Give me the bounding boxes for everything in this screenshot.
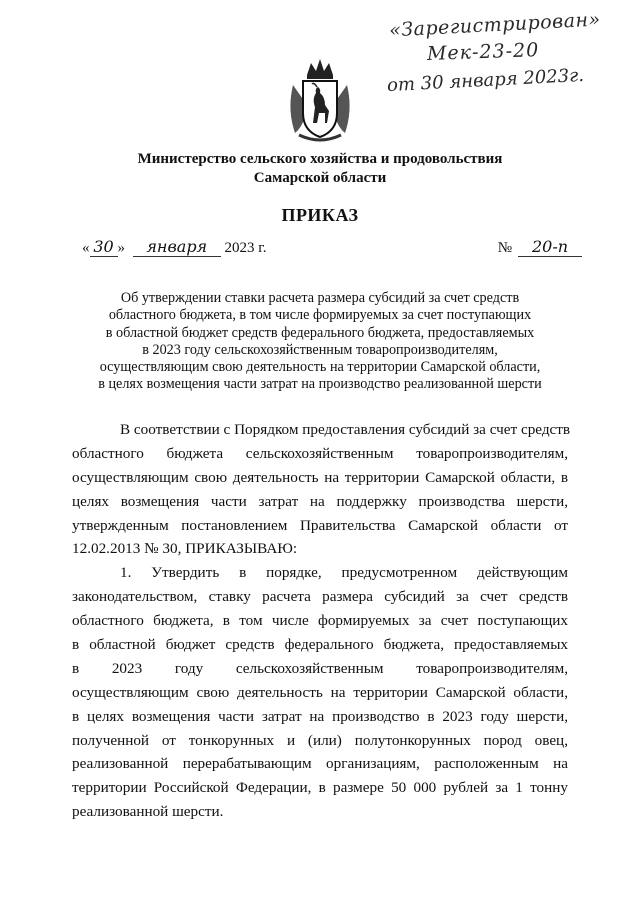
order-title: ПРИКАЗ (281, 205, 359, 225)
number-sign: № (497, 240, 512, 256)
body-line: законодательством, ставку расчета размера субсидий за счет средств (72, 588, 568, 606)
ministry-name-line1: Министерство сельского хозяйства и продовольствия (137, 151, 503, 167)
body-line: реализованной шерсти. (72, 803, 224, 821)
body-line: областного бюджета, в том числе формируемых за счет поступающих (72, 612, 568, 630)
paragraph-preamble (72, 418, 571, 561)
body-line: реализованной перерабатывающим организациям, расположенным на (72, 755, 568, 773)
order-subject (60, 290, 580, 394)
order-number (498, 237, 582, 257)
body-line: в целях возмещения части затрат на производство в 2023 году шерсти, (72, 707, 568, 725)
date-month: января (133, 237, 221, 257)
stamp-line-registered: «Зарегистрирован» (388, 8, 602, 42)
number-value: 20-п (518, 237, 582, 257)
body-line: осуществляющим свою деятельность на территории Самарской области, в (72, 468, 568, 486)
paragraph-item-1 (72, 561, 568, 824)
subject-line: областного бюджета, в том числе формируемых за счет поступающих (108, 307, 532, 324)
body-line: осуществляющим свою деятельность на территории Самарской области, (72, 683, 568, 701)
date-close-quote: » (117, 240, 125, 256)
body-line: утвержденным постановлением Правительства Самарской области от (72, 516, 568, 534)
body-line: 1. Утвердить в порядке, предусмотренном действующим (120, 564, 568, 582)
date-open-quote: « (82, 240, 90, 256)
stamp-line-reg-number: Мек-23-20 (426, 39, 540, 65)
body-line: 12.02.2013 № 30, ПРИКАЗЫВАЮ: (72, 540, 298, 558)
body-line: полученной от тонкорунных и (или) полутонкорунных пород овец, (72, 731, 568, 749)
body-line: областного бюджета сельскохозяйственным товаропроизводителям, (72, 444, 568, 462)
date-day: 30 (90, 237, 118, 257)
samara-coat-of-arms-icon (285, 55, 355, 143)
body-line: в областной бюджет средств федерального бюджета, предоставляемых (72, 636, 568, 654)
order-date (82, 237, 266, 257)
order-body (72, 418, 571, 824)
ministry-header (0, 150, 640, 188)
stamp-line-reg-date: от 30 января 2023г. (386, 64, 585, 97)
date-year: 2023 г. (224, 240, 267, 256)
ministry-name-line2: Самарской области (253, 170, 387, 186)
subject-line: в 2023 году сельскохозяйственным товаропроизводителям, (142, 341, 498, 358)
body-line: целях возмещения части затрат на поддержку производства шерсти, (72, 492, 568, 510)
registration-stamp (386, 8, 602, 104)
body-line: в 2023 году сельскохозяйственным товаропроизводителям, (72, 659, 568, 677)
body-line: В соответствии с Порядком предоставления субсидий за счет средств (120, 421, 571, 438)
subject-line: осуществляющим свою деятельность на территории Самарской области, (99, 359, 541, 376)
subject-line: Об утверждении ставки расчета размера субсидий за счет средств (120, 290, 520, 306)
subject-line: в областной бюджет средств федерального бюджета, предоставляемых (105, 324, 535, 341)
subject-line: в целях возмещения части затрат на производство реализованной шерсти (98, 376, 542, 393)
body-line: территории Российской Федерации, в размере 50 000 рублей за 1 тонну (72, 779, 568, 797)
